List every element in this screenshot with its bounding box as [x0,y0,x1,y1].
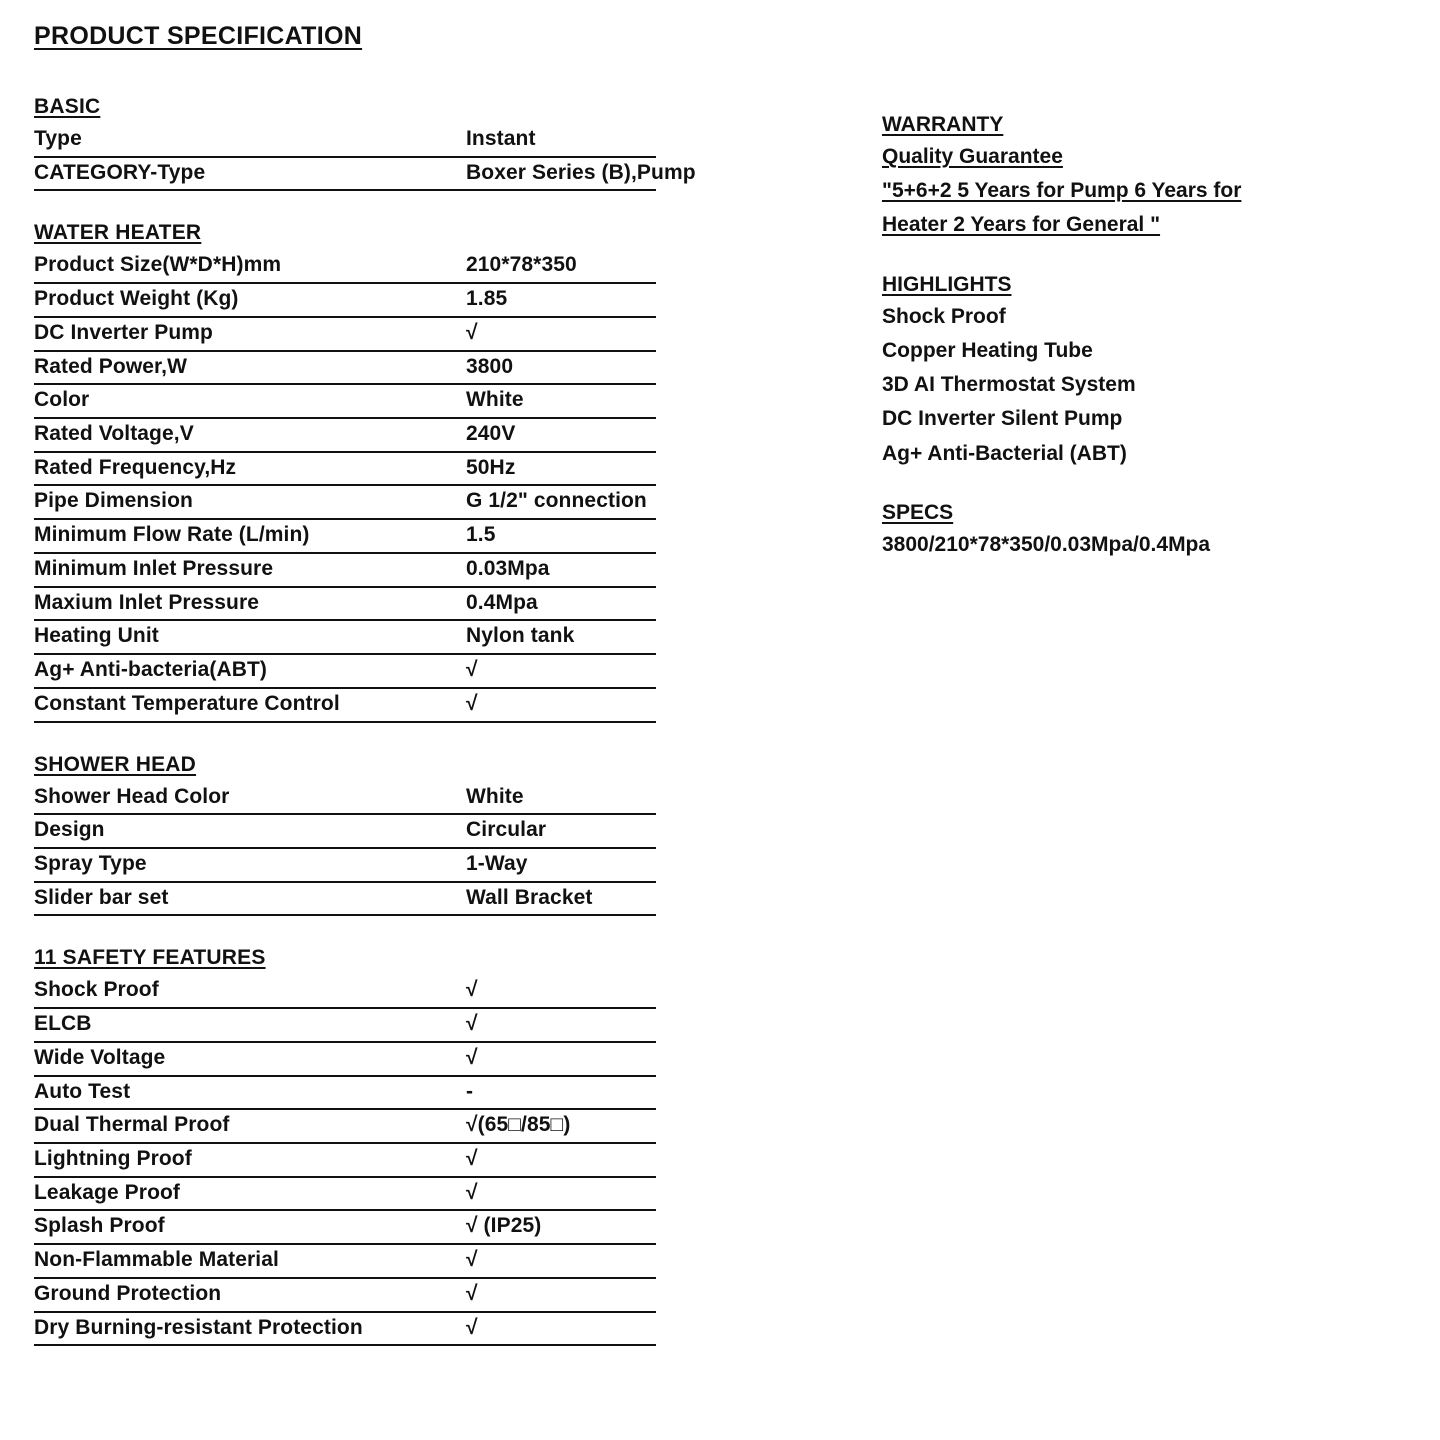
table-row [34,1076,656,1110]
section-shower-head [34,753,854,917]
spec-key: Ground Protection [34,1278,464,1312]
spec-key: Rated Frequency,Hz [34,452,464,486]
page-title: PRODUCT SPECIFICATION [34,22,363,50]
spec-key: Lightning Proof [34,1143,464,1177]
content-columns [34,95,1410,1376]
section-water-heater [34,221,854,722]
table-row [34,814,656,848]
spec-value: √ [464,688,656,722]
spec-key: Dual Thermal Proof [34,1109,464,1143]
table-row [34,317,656,351]
table-row [34,1143,656,1177]
spec-value: White [464,384,656,418]
table-row [34,1312,656,1346]
section-safety-features [34,946,854,1346]
table-row [34,485,656,519]
highlight-item: Copper Heating Tube [882,338,1093,362]
spec-value: √ [464,1278,656,1312]
spec-key: Non-Flammable Material [34,1244,464,1278]
left-column [34,95,854,1376]
warranty-line: "5+6+2 5 Years for Pump 6 Years for [882,179,1242,203]
spec-value: √ [464,975,656,1008]
water-heater-table [34,250,656,722]
table-row [34,782,656,815]
highlight-item: DC Inverter Silent Pump [882,407,1123,431]
spec-key: Pipe Dimension [34,485,464,519]
spec-value: Circular [464,814,656,848]
spec-value: √ [464,1312,656,1346]
section-heading-water-heater: WATER HEATER [34,221,202,245]
spec-key: Leakage Proof [34,1177,464,1211]
spec-key: DC Inverter Pump [34,317,464,351]
highlight-item: Shock Proof [882,304,1006,328]
table-row [34,283,656,317]
spec-value: White [464,782,656,815]
spec-value: 210*78*350 [464,250,656,283]
spec-key: Rated Power,W [34,351,464,385]
spec-value: G 1/2" connection [464,485,656,519]
spec-key: Minimum Flow Rate (L/min) [34,519,464,553]
section-heading-warranty: WARRANTY [882,113,1004,136]
spec-value: √ [464,1244,656,1278]
specs-summary: 3800/210*78*350/0.03Mpa/0.4Mpa [882,532,1211,556]
table-row [34,157,656,191]
table-row [34,351,656,385]
spec-value: √ [464,317,656,351]
table-row [34,418,656,452]
spec-key: CATEGORY-Type [34,157,464,191]
section-specs [882,501,1410,562]
spec-value: Wall Bracket [464,882,656,916]
spec-key: Spray Type [34,848,464,882]
section-heading-safety-features: 11 SAFETY FEATURES [34,946,266,970]
spec-value: 1.5 [464,519,656,553]
section-heading-highlights: HIGHLIGHTS [882,272,1012,296]
spec-key: Product Weight (Kg) [34,283,464,317]
table-row [34,975,656,1008]
spec-value: Instant [464,124,656,157]
spec-value: Boxer Series (B),Pump [464,157,656,191]
spec-value: 240V [464,418,656,452]
spec-key: Color [34,384,464,418]
spec-value: √ (IP25) [464,1210,656,1244]
spec-key: Slider bar set [34,882,464,916]
highlight-item: 3D AI Thermostat System [882,373,1136,397]
spec-key: Shower Head Color [34,782,464,815]
spec-key: Maxium Inlet Pressure [34,587,464,621]
section-heading-specs: SPECS [882,500,954,524]
section-warranty [882,113,1410,243]
spec-value: √(65□/85□) [464,1109,656,1143]
spec-key: Design [34,814,464,848]
spec-key: Wide Voltage [34,1042,464,1076]
table-row [34,587,656,621]
table-row [34,250,656,283]
table-row [34,1278,656,1312]
spec-value: √ [464,1008,656,1042]
table-row [34,1244,656,1278]
spec-key: Product Size(W*D*H)mm [34,250,464,283]
table-row [34,882,656,916]
spec-key: Heating Unit [34,620,464,654]
spec-value: √ [464,1143,656,1177]
shower-head-table [34,782,656,917]
spec-value: 0.03Mpa [464,553,656,587]
section-basic [34,95,854,191]
section-heading-shower-head: SHOWER HEAD [34,752,197,776]
table-row [34,688,656,722]
basic-table [34,124,696,191]
spec-value: √ [464,1177,656,1211]
spec-key: Minimum Inlet Pressure [34,553,464,587]
spec-value: Nylon tank [464,620,656,654]
spec-value: 1.85 [464,283,656,317]
spec-value: 0.4Mpa [464,587,656,621]
table-row [34,1177,656,1211]
right-column [854,95,1410,592]
spec-key: Splash Proof [34,1210,464,1244]
spec-key: Auto Test [34,1076,464,1110]
table-row [34,848,656,882]
spec-key: Ag+ Anti-bacteria(ABT) [34,654,464,688]
table-row [34,620,656,654]
table-row [34,1042,656,1076]
warranty-line: Quality Guarantee [882,145,1063,168]
table-row [34,384,656,418]
spec-key: Dry Burning-resistant Protection [34,1312,464,1346]
table-row [34,519,656,553]
highlight-item: Ag+ Anti-Bacterial (ABT) [882,441,1127,465]
safety-features-table [34,975,656,1346]
spec-value: - [464,1076,656,1110]
spec-key: Type [34,124,464,157]
table-row [34,452,656,486]
spec-value: 50Hz [464,452,656,486]
spec-key: Rated Voltage,V [34,418,464,452]
table-row [34,1109,656,1143]
section-highlights [882,273,1410,471]
spec-value: √ [464,654,656,688]
warranty-line: Heater 2 Years for General " [882,213,1161,237]
table-row [34,654,656,688]
spec-value: √ [464,1042,656,1076]
table-row [34,1210,656,1244]
spec-key: Constant Temperature Control [34,688,464,722]
spec-key: ELCB [34,1008,464,1042]
table-row [34,553,656,587]
section-heading-basic: BASIC [34,95,101,118]
spec-value: 1-Way [464,848,656,882]
table-row [34,1008,656,1042]
table-row [34,124,656,157]
spec-key: Shock Proof [34,975,464,1008]
spec-value: 3800 [464,351,656,385]
